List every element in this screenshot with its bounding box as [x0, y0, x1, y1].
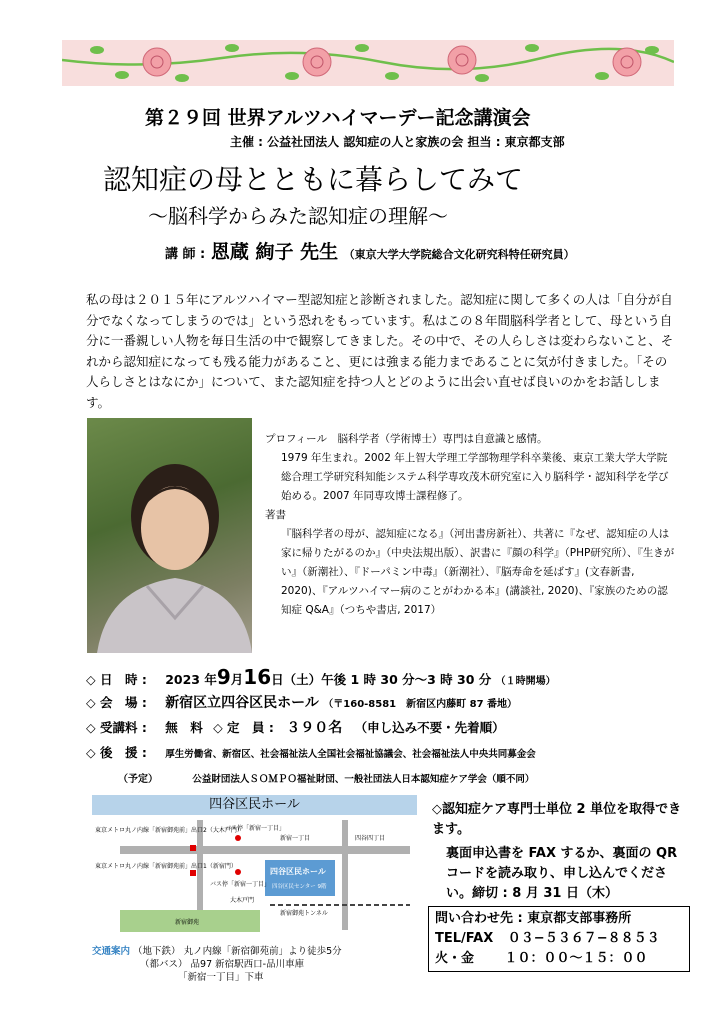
contact-hours-row [435, 949, 683, 969]
access-info: 交通案内 （地下鉄） 丸ノ内線「新宿御苑前」より徒歩5分 （都バス） 品97 新宿駅西口-品川車庫 「新宿一丁目」下車 [92, 946, 342, 983]
organizer: 主催 : 公益社団法人 認知症の人と家族の会 担当 : 東京都支部 [230, 135, 565, 149]
contact-title: 問い合わせ先 : 東京都支部事務所 [435, 911, 632, 926]
capacity-note: （申し込み不要・先着順） [354, 720, 505, 735]
venue-map [90, 790, 420, 940]
hours-label: 火・金 [435, 951, 475, 966]
support-row-2 [86, 765, 556, 790]
capacity-label: ◇ 定 員 : [213, 720, 274, 735]
fee-row [86, 715, 556, 740]
map-title: 四谷区民ホール [92, 795, 417, 815]
svg-text:東京メトロ丸ノ内線「新宿御苑前」出口2（大木戸門） [95, 826, 243, 834]
cert-line-1: ◇認知症ケア専門士単位 2 単位を取得できます。 [432, 802, 682, 837]
venue-row [86, 690, 556, 715]
date-note: （１時開場） [495, 676, 556, 687]
map-label-exit1: 東京メトロ丸ノ内線「新宿御苑前」出口1（新宿門） [95, 863, 237, 870]
date-day: 16 [243, 665, 272, 689]
lecturer [165, 237, 575, 264]
lecturer-photo [87, 418, 252, 653]
map-bus-stop-1: バス停「新宿一丁目」 [225, 825, 286, 832]
map-bus-stop-2: バス停「新宿一丁目」 [210, 881, 271, 888]
contact-box [428, 906, 690, 972]
map-icon [90, 790, 420, 940]
certification-note [432, 800, 692, 904]
tel-number: ０３−５３６７−８８５３ [507, 931, 660, 946]
support-row [86, 740, 556, 765]
planned-label: （予定） [118, 774, 158, 785]
capacity-value: ３９０名 [286, 720, 343, 736]
books-list: 『脳科学者の母が、認知症になる』（河出書房新社）、共著に『なぜ、認知症の人は家に帰りたがるのか』（中央法規出版）、訳書に『顔の科学』（PHP研究所）、『生きがい』（新潮社）、『ドーパミン中毒』（新潮社）、『脳寿命を延ばす』(文春新書, 2020)、『アルツハイマー病のことがわかる本』(講談社, 2020)、『家族のための認知症 Q&A』（つちや書店, 2017） [281, 528, 675, 616]
venue-address: （〒160-8581 新宿区内藤町 87 番地） [323, 699, 518, 710]
rose-banner [62, 40, 674, 86]
cert-line-2: 裏面申込書を FAX するか、裏面の QR コードを読み取り、申し込んでください。締切 : 8 月 31 日（木） [446, 846, 678, 901]
main-title: 認知症の母とともに暮らしてみて [103, 163, 524, 196]
map-road-1: 新宿一丁目 [280, 835, 311, 842]
map-tunnel: 新宿御苑トンネル [280, 910, 328, 917]
venue-label: ◇ 会 場 : [86, 695, 147, 710]
map-label-exit2: 東京メトロ丸ノ内線「新宿御苑前」出口2（大木戸門） [95, 827, 243, 834]
subtitle: 〜脳科学からみた認知症の理解〜 [148, 204, 448, 228]
date-row: ◇ 日 時 : 2023 年9月16日（土）午後 1 時 30 分〜3 時 30 分 （１時開場） [86, 665, 556, 689]
support-orgs-2: 公益財団法人ＳＯＭＰＯ福祉財団、一般社団法人日本認知症ケア学会（順不同） [192, 774, 535, 785]
profile-heading: プロフィール 脳科学者（学術博士）専門は自意識と感情。 [265, 433, 548, 445]
support-orgs: 厚生労働省、新宿区、社会福祉法人全国社会福祉協議会、社会福祉法人中央共同募金会 [165, 749, 536, 760]
venue-name: 新宿区立四谷区民ホール [165, 695, 319, 711]
event-details [86, 665, 556, 790]
date-month: 9 [216, 665, 231, 689]
access-bus-stop: 「新宿一丁目」下車 [178, 972, 264, 983]
hours-value: １０：００〜１５：００ [504, 951, 648, 966]
map-hall-sub: 四谷区民センター 9階 [272, 884, 327, 890]
access-bus: 品97 新宿駅西口-品川車庫 [190, 959, 305, 970]
access-label: 交通案内 [92, 946, 131, 957]
tel-label: TEL/FAX [435, 931, 494, 946]
event-title: 第２９回 世界アルツハイマーデー記念講演会 [145, 107, 531, 129]
date-label: ◇ 日 時 : [86, 672, 147, 687]
map-hall: 四谷区民ホール [270, 867, 326, 876]
support-label: ◇ 後 援 : [86, 745, 147, 760]
svg-text:東京メトロ丸ノ内線「新宿御苑前」出口1（新宿門） [95, 862, 237, 870]
access-subway: 丸ノ内線「新宿御苑前」より徒歩5分 [183, 946, 342, 957]
rose-garland-icon [62, 40, 674, 86]
lecturer-affiliation: （東京大学大学院総合文化研究科特任研究員） [343, 248, 575, 261]
profile-bio: 1979 年生まれ。2002 年上智大学理工学部物理学科卒業後、東京工業大学大学院総合理工学研究科知能システム科学専攻茂木研究室に入り脳科学・認知科学を学び始める。2007 年同専攻博士課程修了。 [281, 452, 669, 502]
fee-value: 無 料 [165, 720, 203, 735]
map-park: 新宿御苑 [175, 919, 200, 926]
map-gate: 大木戸門 [230, 897, 255, 904]
lecturer-name: 恩蔵 絢子 先生 [210, 241, 339, 263]
map-road-2: 四谷四丁目 [355, 835, 386, 842]
lecturer-label: 講 師 : [165, 247, 206, 262]
profile [265, 430, 675, 620]
fee-label: ◇ 受講料 : [86, 720, 147, 735]
contact-tel-row [435, 929, 683, 949]
intro-text: 私の母は２０１５年にアルツハイマー型認知症と診断されました。認知症に関して多くの人は「自分が自分でなくなってしまうのでは」という恐れをもっています。私はこの８年間脳科学者として、母という自分に一番親しい人物を毎日生活の中で観察してきました。その中で、その人らしさは変わらないこと、それから認知症になっても残る能力があること、更には強まる能力まであることに気が付きました。「その人らしさとはなにか」について、また認知症を持つ人とどのように出会い直せば良いのかをお話しします。 [86, 292, 674, 410]
books-heading: 著書 [265, 509, 286, 521]
portrait-icon [87, 418, 252, 653]
